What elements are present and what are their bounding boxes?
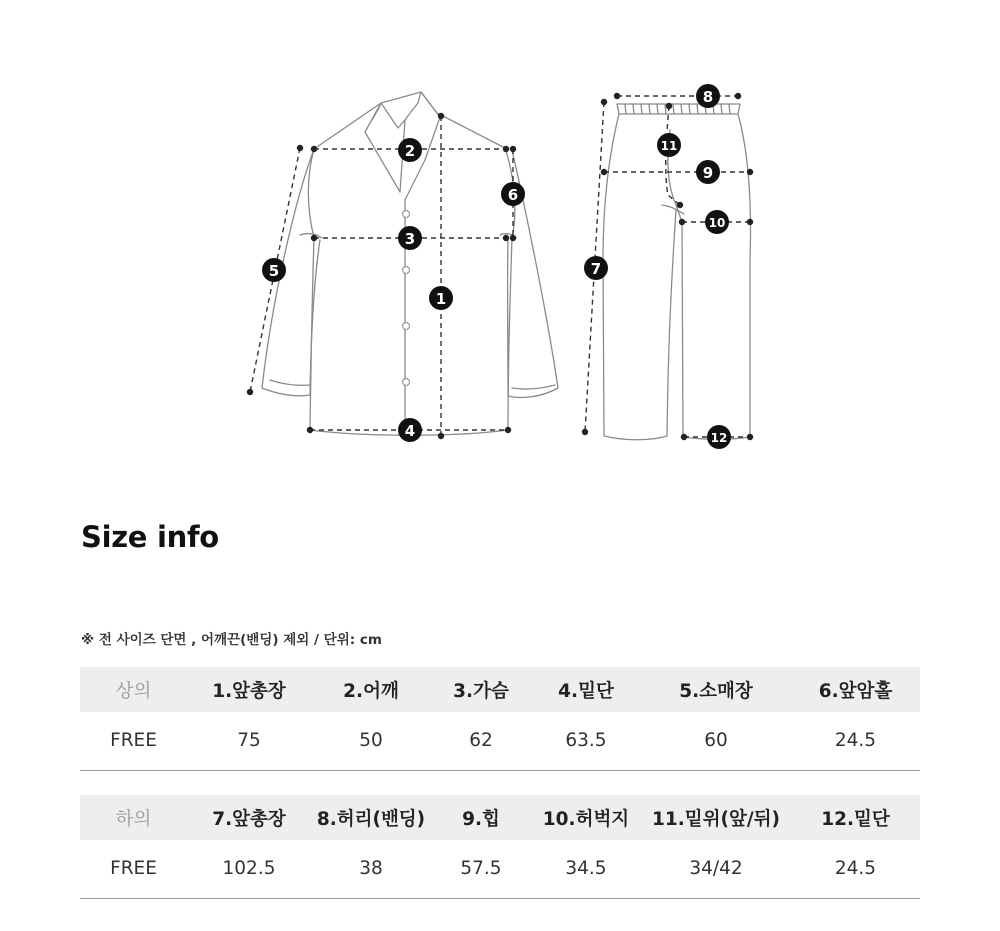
svg-text:8: 8 [702,88,714,106]
column-header: 7.앞총장 [187,795,311,840]
table-cell: 102.5 [187,840,311,899]
table-cell: 38 [311,840,431,899]
column-header: 4.밑단 [531,667,641,712]
column-header: 10.허벅지 [531,795,641,840]
svg-text:9: 9 [702,164,714,182]
top-size-table [80,667,920,771]
svg-text:10: 10 [708,216,726,230]
column-header: 12.밑단 [791,795,920,840]
table-header-row [80,667,920,712]
bottom-size-table [80,795,920,899]
column-header: 11.밑위(앞/뒤) [641,795,791,840]
column-header: 6.앞암홀 [791,667,920,712]
table-cell: 24.5 [791,712,920,771]
category-label: 하의 [80,795,187,840]
marker-9 [696,160,720,184]
svg-text:1: 1 [435,290,447,308]
marker-6 [501,182,525,206]
svg-text:7: 7 [590,260,602,278]
table-header-row [80,795,920,840]
table-cell: 57.5 [431,840,531,899]
section-title: Size info [81,520,219,554]
column-header: 8.허리(밴딩) [311,795,431,840]
column-header: 3.가슴 [431,667,531,712]
unit-note: ※ 전 사이즈 단면 , 어깨끈(밴딩) 제외 / 단위: cm [81,632,382,648]
svg-text:4: 4 [404,422,416,440]
svg-text:11: 11 [660,139,678,153]
marker-12 [707,425,731,449]
size-label: FREE [80,712,187,771]
svg-text:6: 6 [507,186,519,204]
size-label: FREE [80,840,187,899]
marker-10 [705,210,729,234]
category-label: 상의 [80,667,187,712]
table-cell: 34.5 [531,840,641,899]
column-header: 5.소매장 [641,667,791,712]
table-cell: 63.5 [531,712,641,771]
pants-illustration [603,104,751,440]
svg-text:5: 5 [268,262,280,280]
table-cell: 62 [431,712,531,771]
table-cell: 50 [311,712,431,771]
column-header: 2.어깨 [311,667,431,712]
marker-1 [429,286,453,310]
marker-3 [398,226,422,250]
table-row [80,840,920,899]
marker-11 [657,133,681,157]
marker-2 [398,138,422,162]
svg-text:3: 3 [404,230,416,248]
svg-text:2: 2 [404,142,416,160]
table-cell: 75 [187,712,311,771]
marker-8 [696,84,720,108]
table-cell: 24.5 [791,840,920,899]
marker-4 [398,418,422,442]
table-row [80,712,920,771]
column-header: 9.힙 [431,795,531,840]
column-header: 1.앞총장 [187,667,311,712]
marker-5 [262,258,286,282]
table-cell: 60 [641,712,791,771]
svg-text:12: 12 [710,431,728,445]
table-cell: 34/42 [641,840,791,899]
marker-7 [584,256,608,280]
